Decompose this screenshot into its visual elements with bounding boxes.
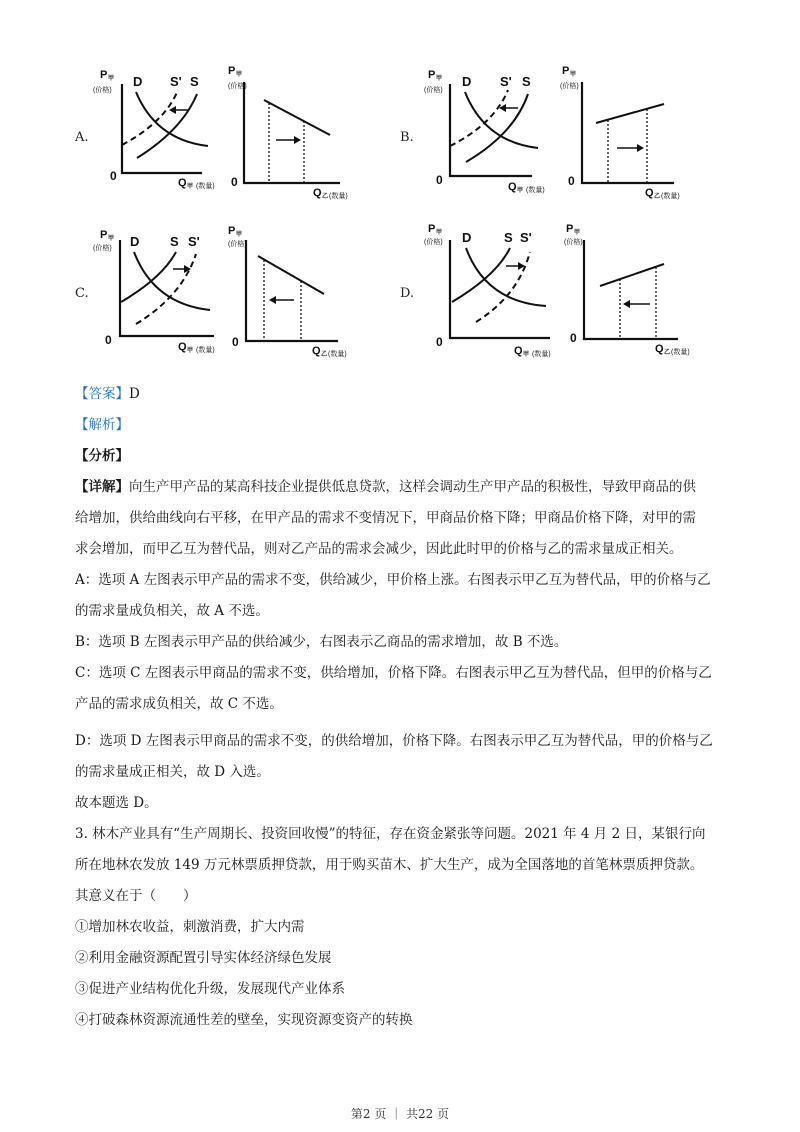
- figure-b-right: [560, 60, 690, 200]
- figure-a-right: [228, 60, 358, 200]
- svg-text:乙: 乙: [664, 350, 671, 356]
- svg-text:S': S': [500, 74, 512, 89]
- svg-text:Q: Q: [645, 187, 654, 199]
- svg-text:(数量): (数量): [532, 351, 551, 358]
- answer-value: D: [129, 386, 140, 402]
- figure-d-right: [560, 218, 690, 360]
- svg-text:S': S': [520, 230, 532, 245]
- detail-label: 【详解】: [75, 479, 129, 495]
- svg-text:(价格): (价格): [228, 83, 247, 90]
- figure-b-left: [422, 60, 557, 200]
- svg-text:(数量): (数量): [196, 347, 215, 354]
- svg-text:Q: Q: [514, 345, 523, 357]
- detail-line-3: 求会增加，而甲乙互为替代品，则对乙产品的需求会减少，因此此时甲的价格与乙的需求量成正相关。: [75, 541, 683, 557]
- option-label-c: C.: [75, 286, 89, 301]
- choice-2: ②利用金融资源配置引导实体经济绿色发展: [75, 950, 332, 966]
- svg-text:甲: 甲: [436, 230, 443, 236]
- choice-1: ①增加林农收益，刺激消费，扩大内需: [75, 919, 305, 935]
- svg-text:Q: Q: [508, 181, 517, 193]
- svg-text:甲: 甲: [574, 230, 581, 236]
- explain-b-1: B：选项 B 左图表示甲产品的供给减少，右图表示乙商品的需求增加，故 B 不选。: [75, 634, 568, 650]
- svg-text:P: P: [228, 65, 236, 77]
- svg-text:S: S: [190, 74, 199, 89]
- svg-text:0: 0: [105, 333, 112, 347]
- option-label-a: A.: [75, 130, 89, 145]
- svg-text:乙: 乙: [654, 194, 661, 200]
- svg-text:(数量): (数量): [328, 351, 347, 358]
- figure-a-left: [90, 60, 225, 200]
- svg-text:(数量): (数量): [671, 349, 690, 356]
- svg-text:(价格): (价格): [560, 83, 579, 90]
- svg-text:(价格): (价格): [93, 245, 112, 252]
- svg-text:(价格): (价格): [93, 87, 112, 94]
- svg-text:0: 0: [231, 175, 238, 189]
- conclusion: 故本题选 D。: [75, 795, 158, 811]
- svg-text:P: P: [100, 69, 108, 81]
- question3-line-3: 其意义在于（ ）: [75, 888, 197, 904]
- svg-text:甲: 甲: [236, 232, 243, 238]
- choice-4: ④打破森林资源流通性差的壁垒，实现资源变资产的转换: [75, 1012, 413, 1028]
- svg-text:0: 0: [570, 331, 577, 345]
- question3-line-2: 所在地林农发放 149 万元林票质押贷款，用于购买苗木、扩大生产，成为全国落地的首笔林票质押贷款。: [75, 857, 704, 873]
- explain-c-1: C：选项 C 左图表示甲商品的需求不变，供给增加，价格下降。右图表示甲乙互为替代品，但甲的价格与乙: [75, 665, 712, 681]
- option-label-d: D.: [400, 286, 415, 301]
- svg-text:0: 0: [110, 169, 117, 183]
- svg-text:Q: Q: [178, 341, 187, 353]
- page-footer: 第2 页 ｜ 共22 页: [350, 1107, 450, 1121]
- figure-c-right: [228, 220, 358, 360]
- question3-line-1: 3. 林木产业具有“生产周期长、投资回收慢”的特征，存在资金紧张等问题。2021 年 4 月 2 日，某银行向: [75, 826, 706, 842]
- svg-text:P: P: [428, 223, 436, 235]
- explain-a-2: 的需求量成负相关，故 A 不选。: [75, 603, 269, 619]
- svg-text:(价格): (价格): [424, 239, 443, 246]
- figure-c-left: [90, 220, 225, 360]
- svg-text:(价格): (价格): [228, 241, 247, 248]
- svg-text:(数量): (数量): [526, 187, 545, 194]
- svg-text:Q: Q: [312, 345, 321, 357]
- svg-text:S: S: [170, 234, 179, 249]
- svg-text:甲: 甲: [187, 348, 194, 354]
- svg-text:Q: Q: [655, 343, 664, 355]
- explain-d-1: D：选项 D 左图表示甲商品的需求不变，的供给增加，价格下降。右图表示甲乙互为替代品，甲的价格与乙: [75, 733, 713, 749]
- svg-text:P: P: [100, 229, 108, 241]
- detail-line-1: [75, 478, 696, 496]
- detail-line-2: 给增加，供给曲线向右平移，在甲产品的需求不变情况下，甲商品价格下降；甲商品价格下降，对甲的需: [75, 510, 696, 526]
- svg-text:D: D: [462, 74, 472, 89]
- svg-text:S': S': [188, 234, 200, 249]
- explain-d-2: 的需求量成正相关，故 D 入选。: [75, 764, 270, 780]
- svg-text:甲: 甲: [517, 188, 524, 194]
- detail-text-1: 向生产甲产品的某高科技企业提供低息贷款，这样会调动生产甲产品的积极性，导致甲商品的供: [129, 479, 696, 495]
- fenxi-label: 【分析】: [75, 448, 129, 464]
- option-label-b: B.: [400, 130, 414, 145]
- explain-c-2: 产品的需求成负相关，故 C 不选。: [75, 696, 283, 712]
- svg-text:0: 0: [568, 174, 575, 188]
- svg-text:D: D: [133, 74, 143, 89]
- svg-text:P: P: [428, 69, 436, 81]
- svg-text:S': S': [170, 74, 182, 89]
- answer-label: 【答案】: [75, 386, 129, 402]
- svg-text:0: 0: [436, 173, 443, 187]
- svg-text:(数量): (数量): [329, 193, 348, 200]
- svg-text:乙: 乙: [322, 194, 329, 200]
- svg-text:S: S: [522, 74, 531, 89]
- svg-text:甲: 甲: [523, 352, 530, 358]
- svg-text:S: S: [504, 230, 513, 245]
- svg-text:甲: 甲: [108, 76, 115, 82]
- choice-3: ③促进产业结构优化升级，发展现代产业体系: [75, 981, 345, 997]
- svg-text:甲: 甲: [236, 72, 243, 78]
- svg-text:(价格): (价格): [564, 239, 583, 246]
- svg-text:0: 0: [436, 335, 443, 349]
- svg-text:P: P: [566, 223, 574, 235]
- svg-text:0: 0: [232, 335, 239, 349]
- svg-text:甲: 甲: [436, 76, 443, 82]
- svg-text:(价格): (价格): [424, 87, 443, 94]
- svg-text:P: P: [562, 65, 570, 77]
- svg-text:甲: 甲: [108, 236, 115, 242]
- figure-d-left: [422, 218, 557, 360]
- svg-text:甲: 甲: [570, 72, 577, 78]
- svg-text:D: D: [130, 234, 140, 249]
- svg-text:P: P: [228, 225, 236, 237]
- answer-line: [75, 385, 140, 403]
- analysis-label: 【解析】: [75, 417, 129, 433]
- svg-text:Q: Q: [178, 177, 187, 189]
- svg-text:乙: 乙: [321, 352, 328, 358]
- explain-a-1: A：选项 A 左图表示甲产品的需求不变，供给减少，甲价格上涨。右图表示甲乙互为替代品，甲的价格与乙: [75, 572, 711, 588]
- svg-text:D: D: [462, 230, 472, 245]
- svg-text:Q: Q: [313, 187, 322, 199]
- svg-text:(数量): (数量): [661, 193, 680, 200]
- svg-text:甲: 甲: [187, 184, 194, 190]
- svg-text:(数量): (数量): [196, 183, 215, 190]
